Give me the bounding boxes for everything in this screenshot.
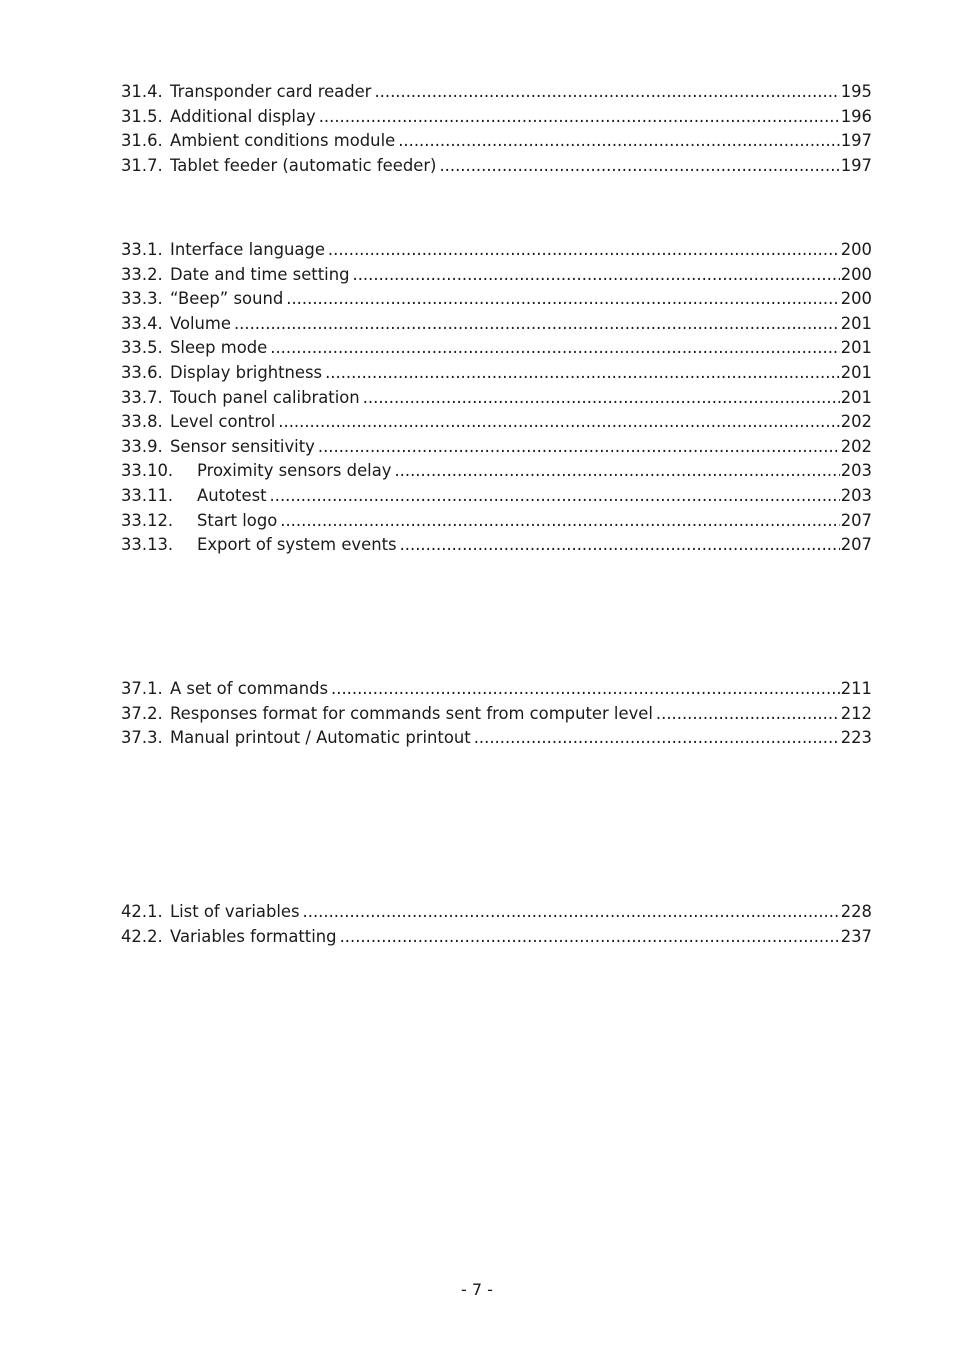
toc-entry-page: 228 — [840, 902, 872, 921]
toc-entry-number: 37.1. — [121, 679, 163, 698]
toc-entry[interactable] — [121, 533, 872, 558]
toc-entry[interactable] — [121, 154, 872, 179]
toc-entry-page: 195 — [840, 82, 872, 101]
toc-entry-page: 201 — [840, 338, 872, 358]
toc-entry[interactable] — [121, 435, 872, 460]
toc-entry-title: Manual printout / Automatic printout — [170, 728, 471, 748]
toc-entry-number: 33.5. — [121, 338, 163, 358]
toc-entry-number: 33.3. — [121, 289, 163, 309]
toc-entry-page: 203 — [840, 485, 872, 505]
toc-entry-title: A set of commands — [170, 679, 329, 698]
toc-entry-number: 33.1. — [121, 240, 163, 259]
toc-group-31 — [121, 80, 872, 178]
dot-leader — [398, 129, 839, 154]
dot-leader — [331, 677, 840, 702]
toc-entry-title: Touch panel calibration — [170, 387, 360, 407]
toc-entry-title: Tablet feeder (automatic feeder) — [170, 155, 437, 175]
dot-leader — [656, 702, 840, 727]
toc-entry[interactable] — [121, 361, 872, 386]
toc-entry-number: 33.13. — [121, 535, 174, 555]
dot-leader — [280, 509, 839, 534]
toc-entry-number: 42.2. — [121, 926, 163, 946]
toc-entry[interactable] — [121, 702, 872, 727]
toc-entry[interactable] — [121, 263, 872, 288]
toc-entry[interactable] — [121, 129, 872, 154]
toc-entry-page: 207 — [840, 510, 872, 530]
toc-entry-page: 197 — [840, 155, 872, 175]
toc-entry-number: 33.8. — [121, 412, 163, 432]
toc-entry-title: “Beep” sound — [170, 289, 284, 309]
toc-entry-page: 200 — [840, 289, 872, 309]
toc-entry[interactable] — [121, 484, 872, 509]
dot-leader — [394, 459, 839, 484]
toc-entry[interactable] — [121, 312, 872, 337]
dot-leader — [340, 925, 840, 950]
toc-entry-page: 200 — [840, 264, 872, 284]
toc-entry-number: 33.6. — [121, 362, 163, 382]
toc-entry[interactable] — [121, 726, 872, 751]
toc-entry-number: 33.10. — [121, 461, 174, 481]
toc-entry[interactable] — [121, 459, 872, 484]
toc-entry-page: 201 — [840, 387, 872, 407]
toc-entry-number: 33.4. — [121, 313, 163, 333]
toc-entry-title: List of variables — [170, 902, 300, 921]
toc-entry[interactable] — [121, 509, 872, 534]
toc-entry-title: Sensor sensitivity — [170, 436, 315, 456]
toc-entry-title: Variables formatting — [170, 926, 337, 946]
toc-entry-number: 31.6. — [121, 131, 163, 151]
dot-leader — [270, 336, 839, 361]
toc-entry-page: 207 — [840, 535, 872, 555]
toc-entry[interactable] — [121, 900, 872, 925]
dot-leader — [234, 312, 840, 337]
toc-entry-title: Interface language — [170, 240, 325, 259]
toc-entry-number: 33.2. — [121, 264, 163, 284]
toc-entry-page: 211 — [840, 679, 872, 698]
toc-entry-number: 37.3. — [121, 728, 163, 748]
toc-entry-title: Autotest — [197, 485, 267, 505]
toc-entry-page: 201 — [840, 313, 872, 333]
dot-leader — [474, 726, 840, 751]
toc-entry-number: 31.7. — [121, 155, 163, 175]
dot-leader — [318, 435, 840, 460]
page-number: - 7 - — [461, 1280, 493, 1299]
toc-entry[interactable] — [121, 925, 872, 950]
toc-entry-title: Date and time setting — [170, 264, 350, 284]
toc-entry-title: Additional display — [170, 106, 316, 126]
toc-entry[interactable] — [121, 105, 872, 130]
toc-entry-title: Transponder card reader — [170, 82, 372, 101]
toc-entry-number: 33.12. — [121, 510, 174, 530]
dot-leader — [325, 361, 840, 386]
toc-entry-page: 197 — [840, 131, 872, 151]
toc-entry-page: 202 — [840, 412, 872, 432]
toc-entry-number: 33.9. — [121, 436, 163, 456]
toc-entry[interactable] — [121, 238, 872, 263]
dot-leader — [286, 287, 839, 312]
toc-entry-page: 200 — [840, 240, 872, 259]
toc-group-37 — [121, 677, 872, 751]
dot-leader — [319, 105, 840, 130]
toc-entry-title: Level control — [170, 412, 276, 432]
toc-entry-page: 237 — [840, 926, 872, 946]
toc-entry-number: 31.4. — [121, 82, 163, 101]
toc-entry-page: 202 — [840, 436, 872, 456]
toc-entry-page: 201 — [840, 362, 872, 382]
toc-entry[interactable] — [121, 80, 872, 105]
toc-entry-title: Start logo — [197, 510, 278, 530]
toc-entry-number: 31.5. — [121, 106, 163, 126]
toc-entry-number: 33.11. — [121, 485, 174, 505]
toc-entry[interactable] — [121, 336, 872, 361]
toc-entry-title: Display brightness — [170, 362, 323, 382]
toc-entry-page: 212 — [840, 703, 872, 723]
toc-entry-number: 42.1. — [121, 902, 163, 921]
toc-entry-title: Ambient conditions module — [170, 131, 396, 151]
toc-group-33 — [121, 238, 872, 558]
toc-entry[interactable] — [121, 386, 872, 411]
dot-leader — [439, 154, 839, 179]
toc-entry-page: 203 — [840, 461, 872, 481]
dot-leader — [374, 80, 839, 105]
toc-entry-number: 33.7. — [121, 387, 163, 407]
dot-leader — [400, 533, 840, 558]
dot-leader — [363, 386, 840, 411]
dot-leader — [278, 410, 839, 435]
toc-entry-title: Sleep mode — [170, 338, 268, 358]
dot-leader — [270, 484, 840, 509]
toc-entry-title: Volume — [170, 313, 231, 333]
toc-group-42 — [121, 900, 872, 949]
toc-entry[interactable] — [121, 287, 872, 312]
toc-entry-title: Responses format for commands sent from computer level — [170, 703, 653, 723]
toc-entry-number: 37.2. — [121, 703, 163, 723]
dot-leader — [328, 238, 840, 263]
dot-leader — [303, 900, 840, 925]
toc-entry-title: Export of system events — [197, 535, 397, 555]
toc-entry[interactable] — [121, 410, 872, 435]
toc-entry-page: 196 — [840, 106, 872, 126]
toc-entry-page: 223 — [840, 728, 872, 748]
toc-entry[interactable] — [121, 677, 872, 702]
dot-leader — [353, 263, 840, 288]
toc-entry-title: Proximity sensors delay — [197, 461, 392, 481]
